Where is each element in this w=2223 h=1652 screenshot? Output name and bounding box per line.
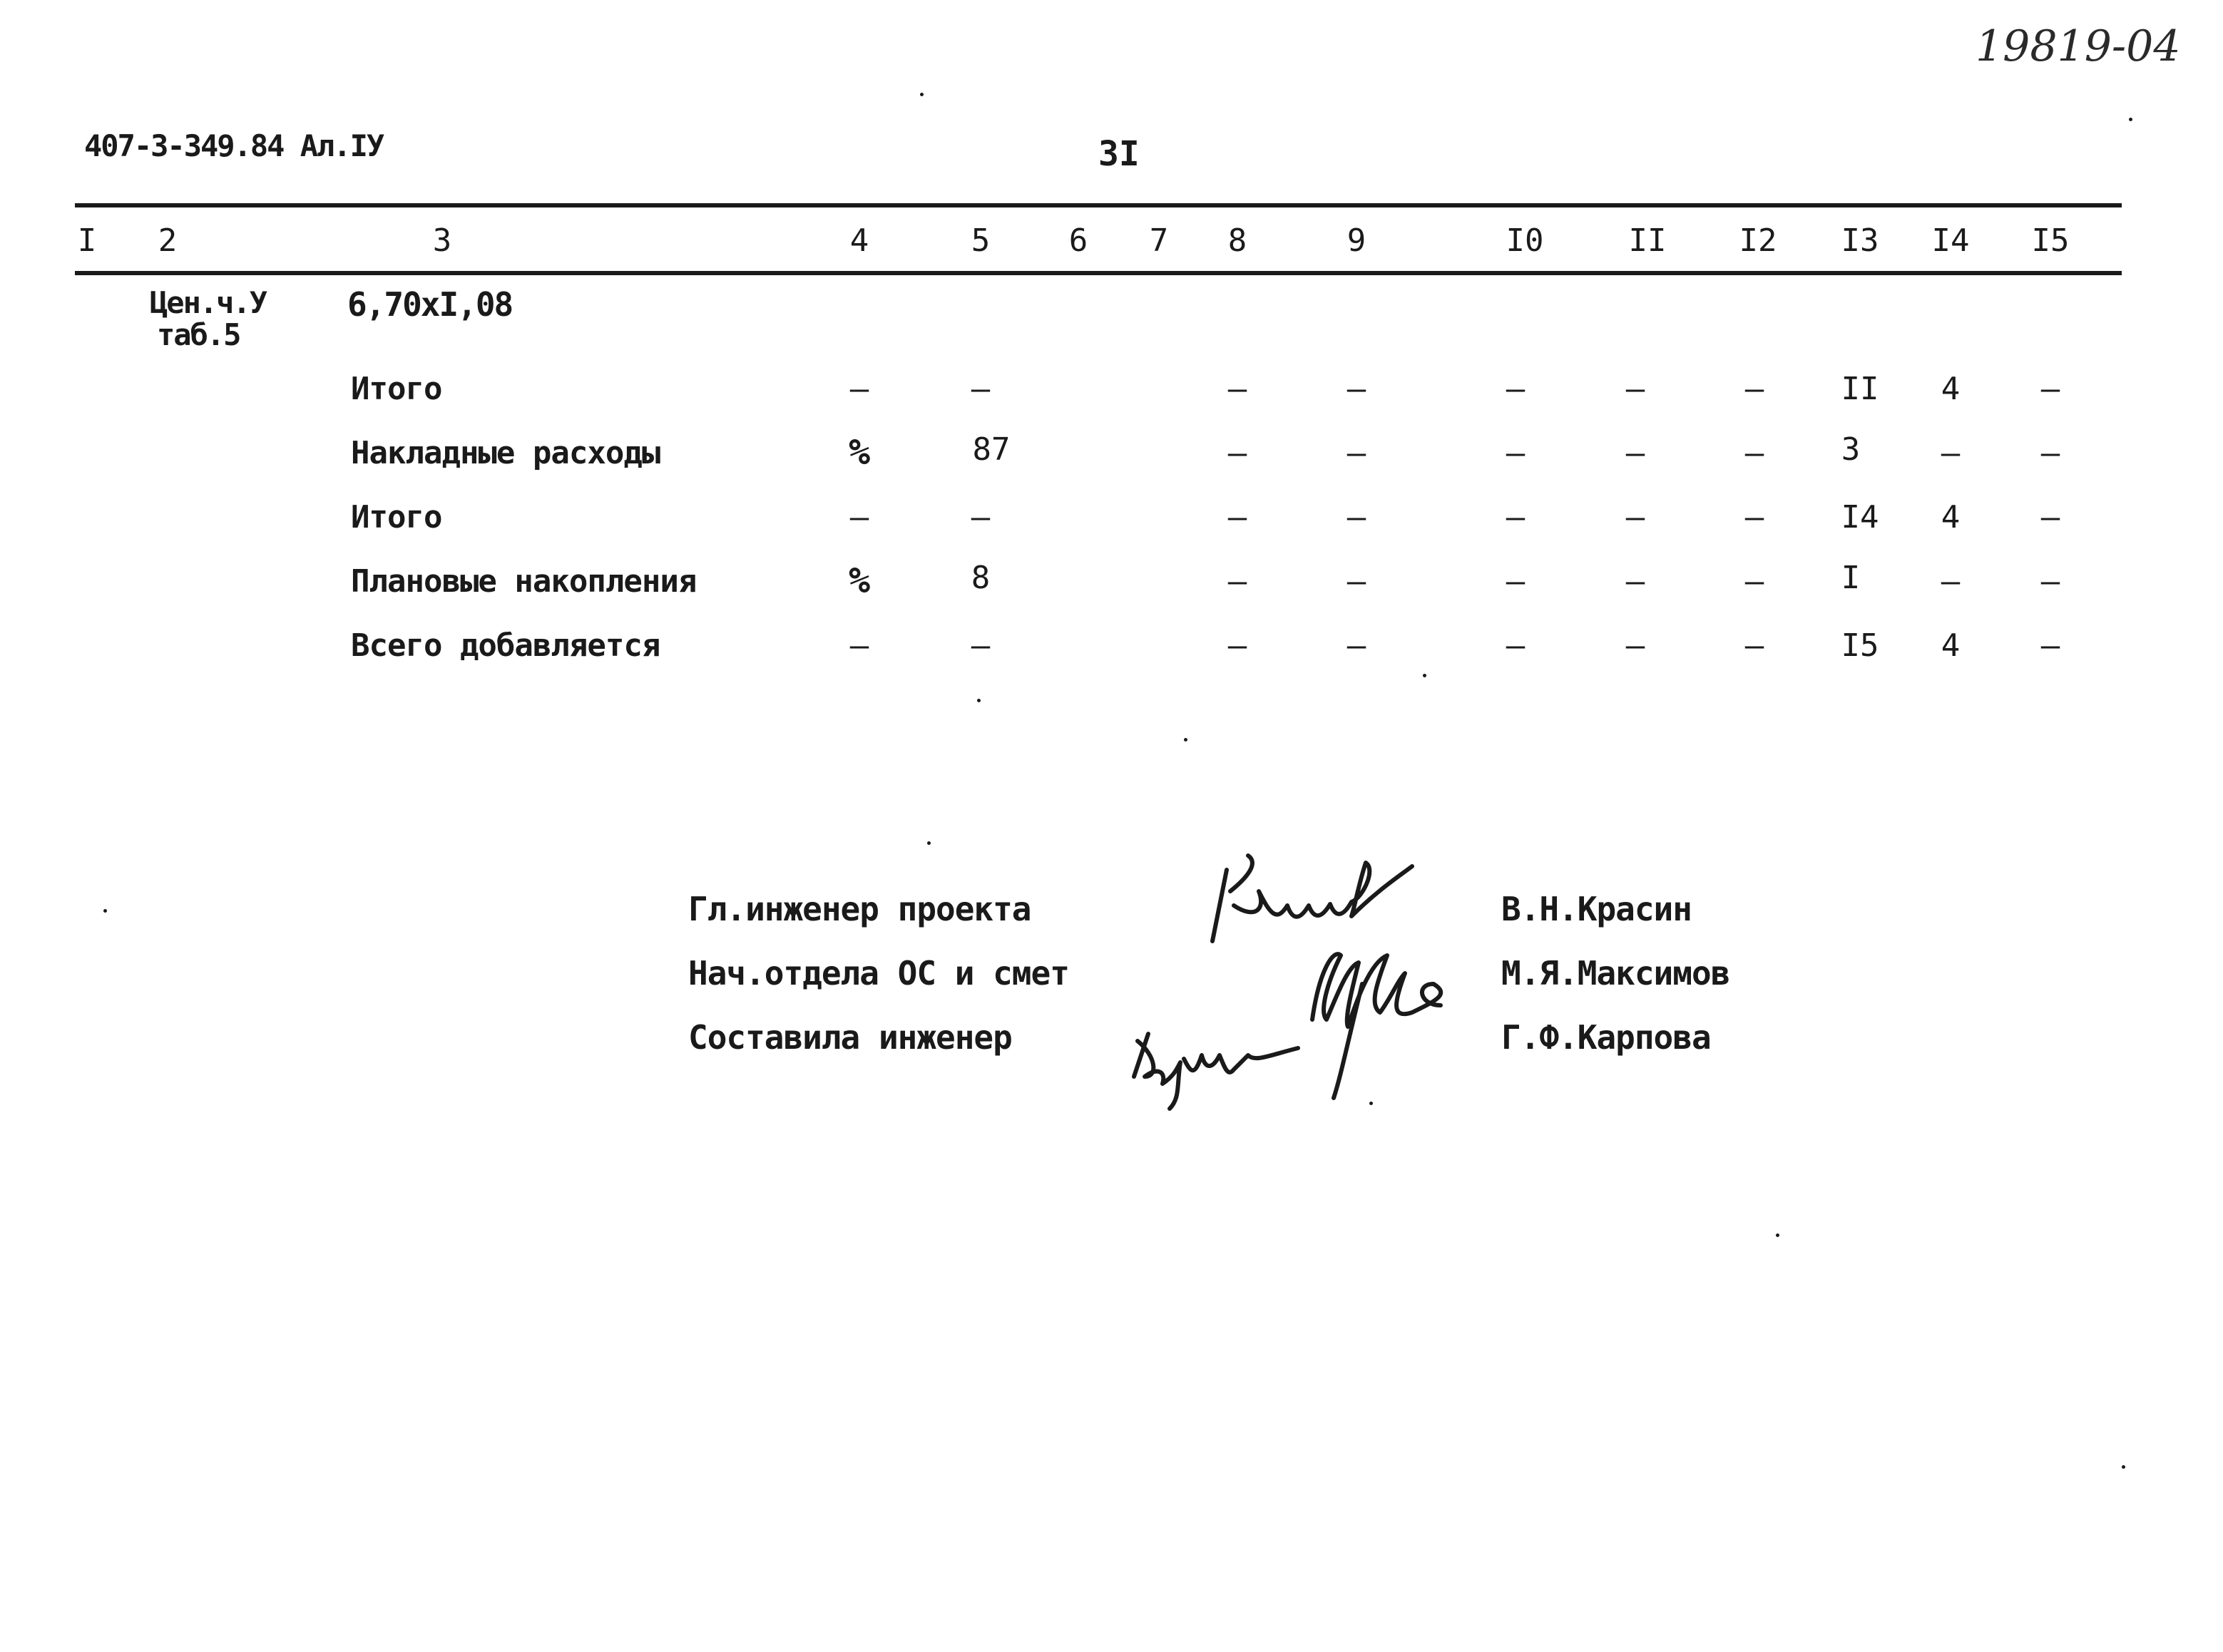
table-cell: – [1744, 371, 1764, 407]
table-cell: I [1841, 560, 1861, 596]
table-cell: – [1941, 563, 1961, 600]
column-number: I2 [1739, 222, 1777, 259]
row-label: Плановые накопления [351, 563, 697, 600]
column-number: 2 [158, 222, 178, 259]
signoff-role: Нач.отдела ОС и смет [688, 954, 1069, 992]
table-cell: 4 [1941, 499, 1961, 535]
unit-cell: – [849, 371, 869, 407]
value-cell: – [971, 499, 991, 535]
column-number: 6 [1068, 222, 1088, 259]
column-number: I4 [1931, 222, 1970, 259]
document-code: 407-3-349.84 Ал.IУ [84, 128, 384, 163]
column-number: 5 [971, 222, 991, 259]
table-cell: – [1346, 371, 1366, 407]
column-number: I3 [1841, 222, 1879, 259]
table-top-rule [75, 203, 2122, 207]
table-cell: – [2040, 371, 2060, 407]
table-cell: – [1744, 435, 1764, 471]
table-cell: II [1841, 371, 1879, 407]
table-cell: – [1506, 499, 1526, 535]
column-number: I5 [2031, 222, 2070, 259]
column-number: 7 [1149, 222, 1169, 259]
table-cell: – [1625, 627, 1645, 664]
table-cell: – [1744, 627, 1764, 664]
column-number: I0 [1506, 222, 1544, 259]
signoff-name: М.Я.Максимов [1501, 954, 1730, 992]
table-cell: I4 [1841, 499, 1879, 535]
table-cell: – [1346, 627, 1366, 664]
row-label: Итого [351, 371, 442, 407]
row-label: Накладные расходы [351, 435, 660, 471]
signoff-name: Г.Ф.Карпова [1501, 1018, 1711, 1057]
table-cell: – [1227, 563, 1247, 600]
unit-cell: % [848, 560, 871, 601]
column-number: II [1628, 222, 1667, 259]
handwritten-signatures [1105, 841, 1462, 1112]
table-cell: – [1625, 371, 1645, 407]
table-cell: 4 [1941, 371, 1961, 407]
row-label: Итого [351, 499, 442, 535]
table-cell: – [1506, 563, 1526, 600]
table-cell: I5 [1841, 627, 1879, 664]
table-cell: – [1625, 563, 1645, 600]
table-cell: – [1625, 499, 1645, 535]
value-cell: – [971, 627, 991, 664]
column-number: 4 [849, 222, 869, 259]
table-cell: 4 [1941, 627, 1961, 664]
value-cell: – [971, 371, 991, 407]
table-cell: – [1744, 499, 1764, 535]
table-cell: – [1346, 499, 1366, 535]
page-number: 3I [1098, 134, 1140, 174]
table-header-rule [75, 271, 2122, 275]
column-number: I [77, 222, 97, 259]
row-label: Всего добавляется [351, 627, 660, 664]
table-cell: – [1744, 563, 1764, 600]
table-cell: – [1506, 627, 1526, 664]
signoff-role: Гл.инженер проекта [688, 890, 1031, 928]
signoff-name: В.Н.Красин [1501, 890, 1692, 928]
table-cell: – [1941, 435, 1961, 471]
table-cell: – [1227, 499, 1247, 535]
unit-cell: – [849, 499, 869, 535]
value-cell: 8 [971, 560, 991, 596]
signoff-role: Составила инженер [688, 1018, 1012, 1057]
table-cell: – [2040, 435, 2060, 471]
column-number: 9 [1346, 222, 1366, 259]
unit-cell: % [848, 431, 871, 473]
table-cell: – [1346, 563, 1366, 600]
table-cell: – [1346, 435, 1366, 471]
table-cell: – [2040, 499, 2060, 535]
table-cell: – [1227, 371, 1247, 407]
value-cell: 87 [972, 431, 1011, 468]
table-cell: – [1625, 435, 1645, 471]
archive-number: 19819-04 [1976, 21, 2181, 71]
table-cell: – [1227, 435, 1247, 471]
table-cell: – [2040, 627, 2060, 664]
reference-source: Цен.ч.У [150, 285, 267, 320]
column-number: 8 [1227, 222, 1247, 259]
column-number: 3 [432, 222, 452, 259]
table-cell: 3 [1841, 431, 1861, 468]
table-cell: – [1506, 371, 1526, 407]
table-cell: – [1506, 435, 1526, 471]
table-cell: – [1227, 627, 1247, 664]
table-cell: – [2040, 563, 2060, 600]
reference-table: таб.5 [157, 317, 240, 352]
unit-cell: – [849, 627, 869, 664]
reference-formula: 6,70хI,08 [347, 285, 513, 324]
